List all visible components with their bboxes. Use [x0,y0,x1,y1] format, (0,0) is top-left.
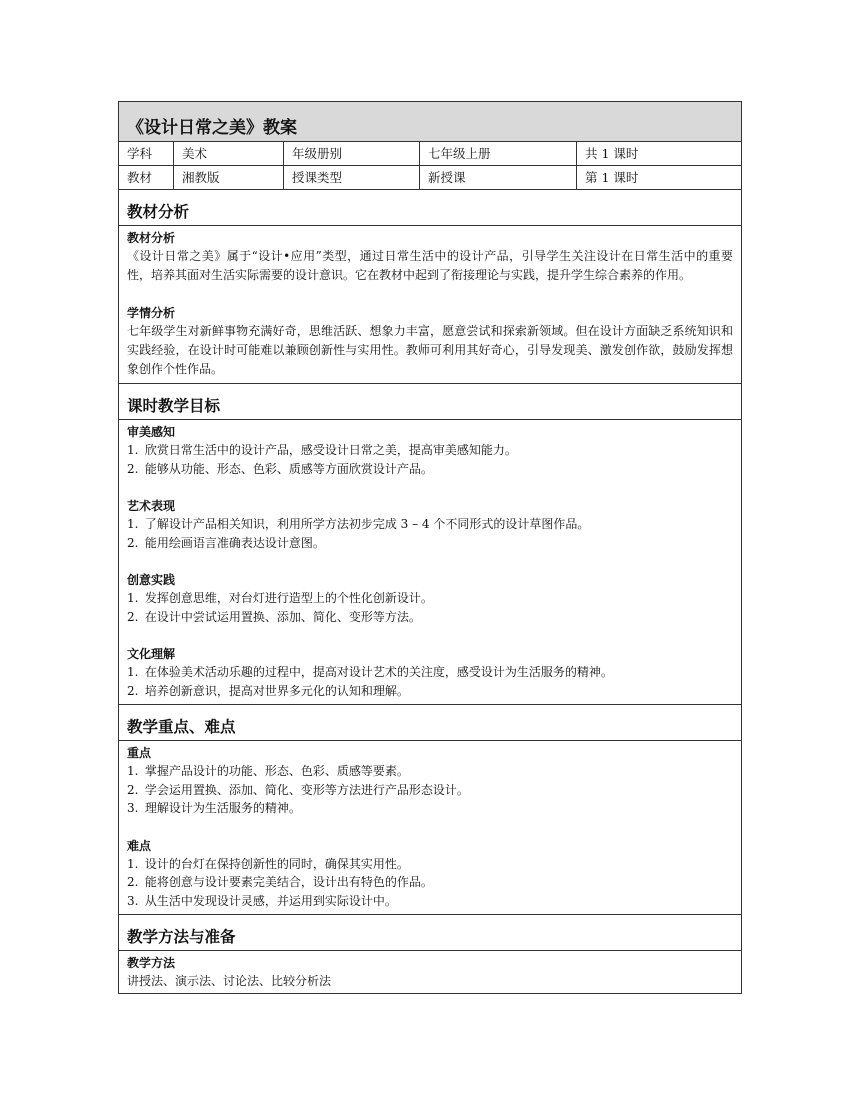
section-title: 教材分析 [127,203,190,221]
section-title: 课时教学目标 [127,397,221,415]
current-period: 第 1 课时 [585,170,639,185]
grade-label: 年级册别 [284,142,420,165]
list-item: 1. 设计的台灯在保持创新性的同时，确保其实用性。 [127,856,409,871]
paragraph: 七年级学生对新鲜事物充满好奇，思维活跃、想象力丰富，愿意尝试和探索新领域。但在设计方面缺乏系统知识和实践经验，在设计时可能难以兼顾创新性与实用性。教师可利用其好奇心，引导发现美、激发创作欲，鼓励发挥想象创作个性作品。 [127,324,733,376]
grade-value: 七年级上册 [420,142,577,165]
analysis-section-header [119,190,741,226]
info-row-1 [119,142,741,166]
keypoints-section-body [119,741,741,915]
subheading: 重点 [127,746,152,760]
list-item: 2. 在设计中尝试运用置换、添加、简化、变形等方法。 [127,609,421,624]
section-title: 教学方法与准备 [127,928,236,946]
subheading: 艺术表现 [127,499,176,513]
goals-section-body [119,420,741,705]
list-item: 1. 掌握产品设计的功能、形态、色彩、质感等要素。 [127,764,409,778]
list-item: 3. 从生活中发现设计灵感，并运用到实际设计中。 [127,893,397,908]
list-item: 1. 在体验美术活动乐趣的过程中，提高对设计艺术的关注度，感受设计为生活服务的精神。 [127,665,613,679]
subheading: 教学方法 [127,956,176,970]
subheading: 学情分析 [127,306,176,320]
list-item: 2. 能将创意与设计要素完美结合，设计出有特色的作品。 [127,875,433,889]
list-item: 2. 培养创新意识，提高对世界多元化的认知和理解。 [127,683,409,698]
lesson-plan-table [118,101,742,994]
subject-label: 学科 [119,142,174,165]
keypoints-section-header [119,705,741,741]
subheading: 文化理解 [127,647,176,661]
list-item: 1. 了解设计产品相关知识，利用所学方法初步完成 3 – 4 个不同形式的设计草图作品。 [127,517,590,531]
list-item: 2. 学会运用置换、添加、简化、变形等方法进行产品形态设计。 [127,782,469,797]
title-row [119,102,741,142]
total-periods: 共 1 课时 [585,146,639,161]
list-item: 1. 欣赏日常生活中的设计产品，感受设计日常之美，提高审美感知能力。 [127,443,517,457]
paragraph: 《设计日常之美》属于“设计•应用”类型，通过日常生活中的设计产品，引导学生关注设计在日常生活中的重要性，培养其面对生活实际需要的设计意识。它在教材中起到了衔接理论与实践，提升学生综合素养的作用。 [127,249,733,282]
list-item: 3. 理解设计为生活服务的精神。 [127,801,301,815]
analysis-section-body [119,226,741,384]
list-item: 1. 发挥创意思维，对台灯进行造型上的个性化创新设计。 [127,591,433,605]
subheading: 创意实践 [127,573,176,587]
document-title: 《设计日常之美》教案 [127,118,297,138]
subheading: 审美感知 [127,425,176,439]
subject-value: 美术 [174,142,284,165]
list-item: 2. 能够从功能、形态、色彩、质感等方面欣赏设计产品。 [127,461,433,476]
textbook-value: 湘教版 [174,166,284,189]
section-title: 教学重点、难点 [127,718,236,736]
list-item: 2. 能用绘画语言准确表达设计意图。 [127,535,325,550]
info-row-2 [119,166,741,190]
subheading: 教材分析 [127,231,176,245]
paragraph: 讲授法、演示法、讨论法、比较分析法 [127,974,332,988]
lesson-type-label: 授课类型 [284,166,420,189]
subheading: 难点 [127,838,152,853]
methods-section-body [119,951,741,993]
goals-section-header [119,384,741,420]
methods-section-header [119,915,741,951]
textbook-label: 教材 [119,166,174,189]
lesson-type-value: 新授课 [420,166,577,189]
